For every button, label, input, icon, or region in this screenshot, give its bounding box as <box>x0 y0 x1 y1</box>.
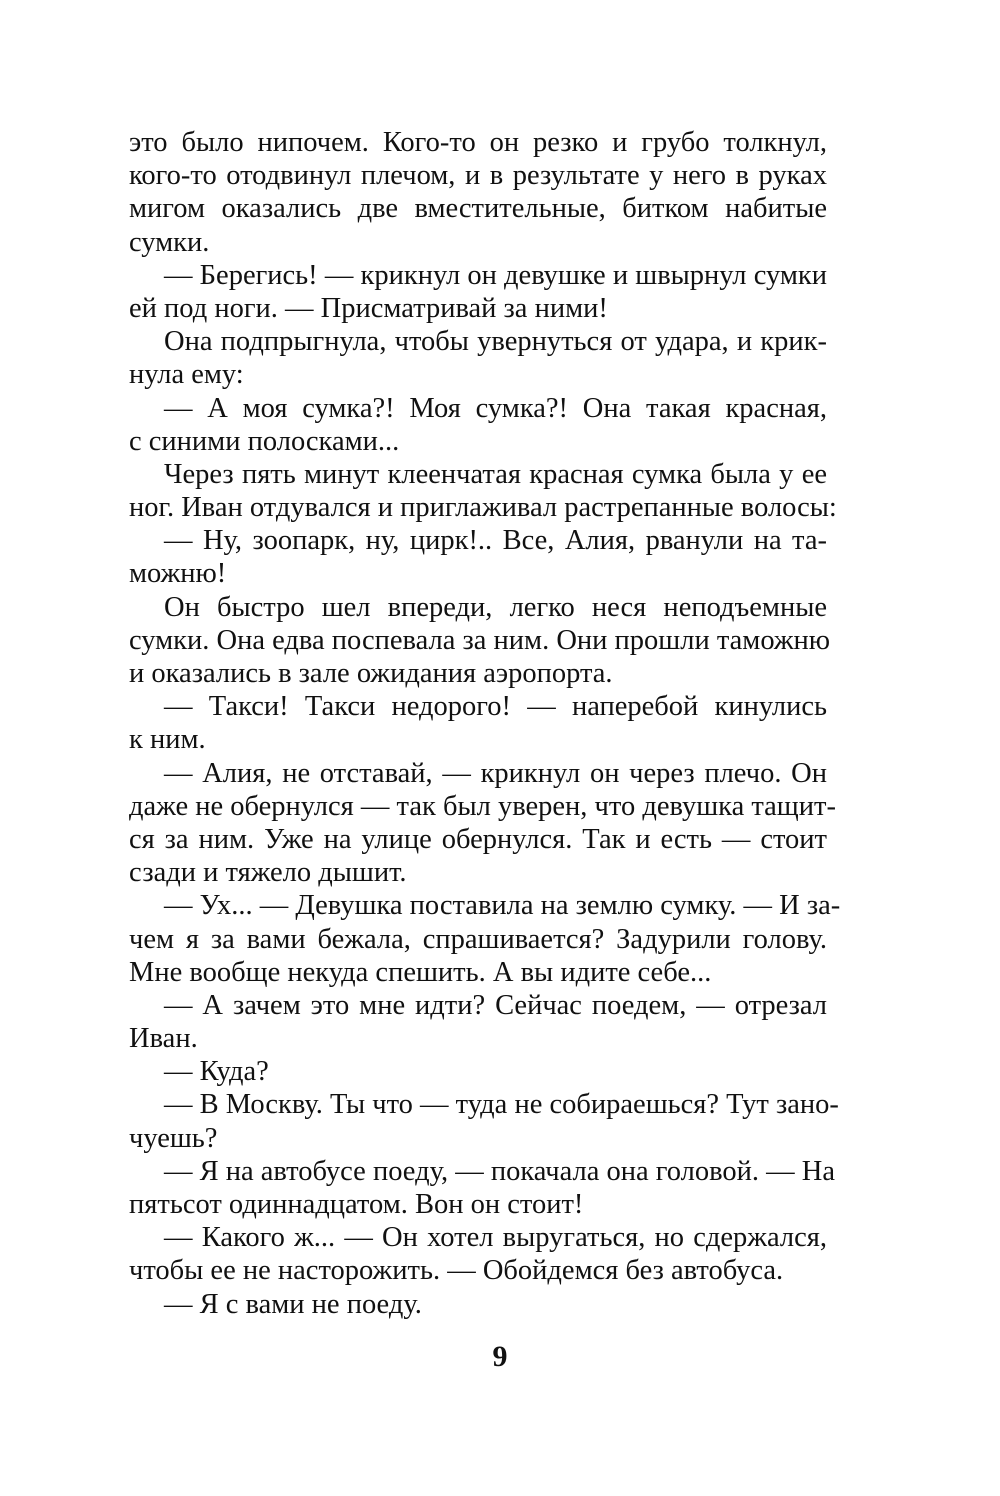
text-line: Он быстро шел впереди, легко неся неподъемные <box>164 591 827 623</box>
text-line: — Какого ж... — Он хотел выругаться, но сдержался, <box>164 1222 827 1254</box>
text-line: Она подпрыгнула, чтобы увернуться от удара, и крик- <box>164 326 827 358</box>
text-line: — Куда? <box>164 1056 269 1088</box>
text-line: чтобы ее не насторожить. — Обойдемся без автобуса. <box>129 1255 784 1287</box>
text-line: сумки. Она едва поспевала за ним. Они прошли таможню <box>129 624 831 656</box>
text-line: — Я на автобусе поеду, — покачала она головой. — На <box>164 1155 835 1187</box>
body-text <box>129 126 841 1321</box>
text-line: кого-то отодвинул плечом, и в результате у него в руках <box>129 160 827 192</box>
text-line: — Берегись! — крикнул он девушке и швырнул сумки <box>164 259 827 291</box>
text-line: нула ему: <box>129 359 244 391</box>
text-line: даже не обернулся — так был уверен, что девушка тащит- <box>129 790 836 822</box>
text-line: можню! <box>129 558 227 590</box>
text-line: — А зачем это мне идти? Сейчас поедем, — отрезал <box>164 989 827 1021</box>
text-line: чуешь? <box>129 1122 218 1154</box>
text-line: это было нипочем. Кого-то он резко и грубо толкнул, <box>129 127 827 158</box>
text-line: ног. Иван отдувался и приглаживал растрепанные волосы: <box>129 492 837 524</box>
text-line: ей под ноги. — Присматривай за ними! <box>129 292 608 324</box>
text-line: пятьсот одиннадцатом. Вон он стоит! <box>129 1189 584 1220</box>
text-line: к ним. <box>129 724 206 756</box>
text-line: и оказались в зале ожидания аэропорта. <box>129 658 613 689</box>
text-line: — Алия, не отставай, — крикнул он через плечо. Он <box>164 757 827 789</box>
text-line: сумки. <box>129 226 210 258</box>
text-line: — Ух... — Девушка поставила на землю сумку. — И за- <box>164 890 841 922</box>
text-line: ся за ним. Уже на улице обернулся. Так и есть — стоит <box>129 823 827 855</box>
text-line: чем я за вами бежала, спрашивается? Задурили голову. <box>129 923 827 955</box>
text-line: мигом оказались две вместительные, битком набитые <box>129 193 827 225</box>
text-line: Через пять минут клеенчатая красная сумка была у ее <box>164 458 827 490</box>
page-number: 9 <box>492 1340 508 1373</box>
text-line: — Я с вами не поеду. <box>164 1288 422 1320</box>
text-line: — В Москву. Ты что — туда не собираешься? Тут зано- <box>164 1089 839 1121</box>
text-line: с синими полосками... <box>129 425 400 457</box>
text-line: — Ну, зоопарк, ну, цирк!.. Все, Алия, рванули на та- <box>164 525 827 557</box>
text-line: — Такси! Такси недорого! — наперебой кинулись <box>164 691 827 723</box>
text-line: — А моя сумка?! Моя сумка?! Она такая красная, <box>164 392 827 424</box>
text-line: Иван. <box>129 1023 198 1055</box>
text-line: Мне вообще некуда спешить. А вы идите себе... <box>129 956 712 988</box>
text-line: сзади и тяжело дышит. <box>129 857 407 889</box>
